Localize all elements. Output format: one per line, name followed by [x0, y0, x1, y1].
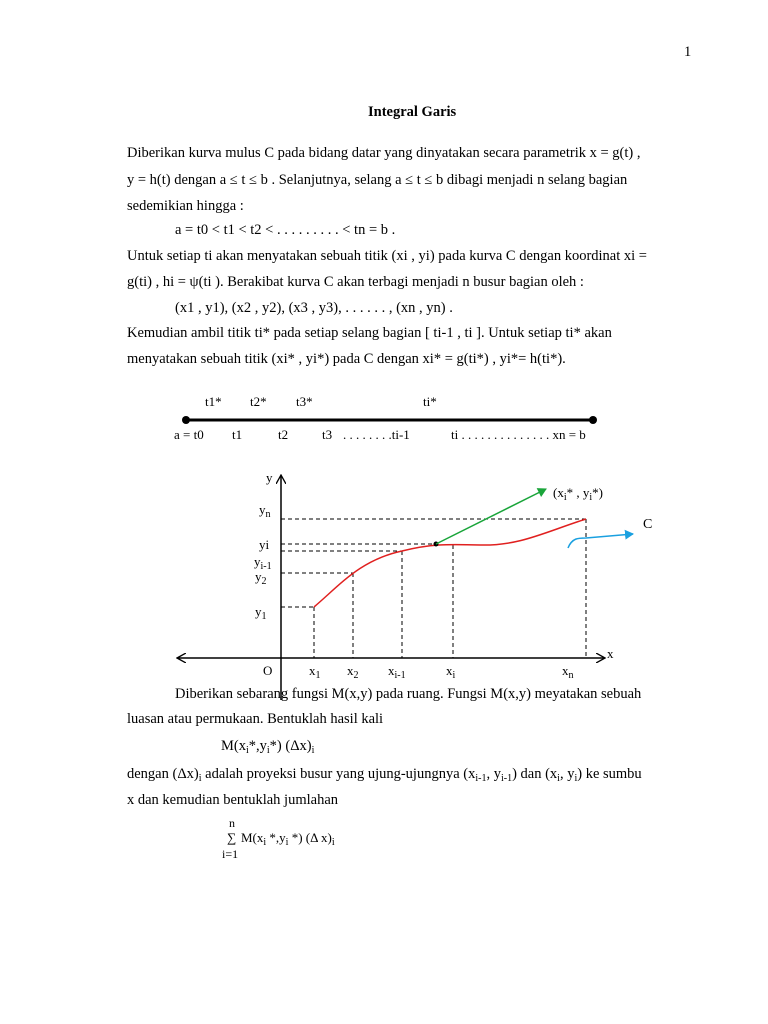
paragraph-5-line-1: dengan $(\Delta x)_i$ adalah proyeksi busur yang ujung-ujungnya ($x_{i-1}$, $y_{i-1}$) dan ($x_i$, $y_i$) ke sumbu	[127, 766, 642, 784]
sum-upper-limit: n	[229, 816, 235, 830]
sum-symbol: ∑	[227, 830, 237, 845]
paragraph-5-line-2: x dan kemudian bentuklah jumlahan	[127, 792, 339, 808]
y-label-yn: $y_n$	[259, 502, 271, 520]
paragraph-1-line-2: y = h(t) dengan a ≤ t ≤ b . Selanjutnya, selang a ≤ t ≤ b dibagi menjadi n selang bagian	[127, 172, 628, 188]
axis-x-label: x	[607, 646, 614, 661]
paragraph-4-line-2: luasan atau permukaan. Bentuklah hasil kali	[127, 711, 384, 727]
green-pointer-arrow	[436, 489, 546, 544]
product-formula: $M(x_i*,y_i*)$ $(\Delta x)_i$	[221, 738, 315, 756]
x-label-xi: $x_i$	[446, 663, 456, 681]
partition-formula: a = t0 < t1 < t2 < . . . . . . . . . < tn = b .	[175, 222, 396, 238]
paragraph-1-line-1: Diberikan kurva mulus C pada bidang datar yang dinyatakan secara parametrik x = g(t) ,	[127, 145, 641, 161]
paragraph-3-line-1: Kemudian ambil titik ti* pada setiap selang bagian [ ti-1 , ti ]. Untuk setiap ti* akan	[127, 325, 612, 341]
paragraph-4-line-1: Diberikan sebarang fungsi M(x,y) pada ruang. Fungsi M(x,y) meyatakan sebuah	[175, 686, 642, 702]
page-number: 1	[684, 44, 692, 60]
points-list: (x1 , y1), (x2 , y2), (x3 , y3), . . . . . . , (xn , yn) .	[175, 300, 453, 316]
point-label: ($x_i*$ , $y_i*$)	[553, 485, 603, 503]
number-line-label-t3-star: t3*	[296, 394, 313, 409]
number-line-label-ti-1: . . . . . . . .ti-1	[343, 427, 410, 442]
paragraph-2-line-1: Untuk setiap ti akan menyatakan sebuah titik (xi , yi) pada kurva C dengan koordinat xi =	[127, 248, 647, 264]
x-label-x2: $x_2$	[347, 663, 359, 681]
paragraph-3-line-2: menyatakan sebuah titik (xi* , yi*) pada C dengan xi* = g(ti*) , yi*= h(ti*).	[127, 351, 566, 367]
section-title: Integral Garis	[368, 104, 457, 120]
number-line-label-t2: t2	[278, 427, 289, 442]
sum-body: $M(x_i$ $*,y_i$ *) (Δ $x)_i$	[241, 830, 335, 848]
number-line-label-t1: t1	[232, 427, 243, 442]
number-line-label-ti-xn-b: ti . . . . . . . . . . . . . . xn = b	[451, 427, 586, 442]
paragraph-1-line-3: sedemikian hingga :	[127, 198, 244, 214]
x-label-xi-1: $x_{i-1}$	[388, 663, 406, 681]
number-line-label-t1-star: t1*	[205, 394, 222, 409]
x-label-xn: $x_n$	[562, 663, 574, 681]
axis-y-label: y	[266, 470, 273, 485]
curve-label-c: C	[643, 517, 653, 532]
y-label-yi-1: $y_{i-1}$	[254, 554, 272, 572]
y-label-y2: $y_2$	[255, 569, 267, 587]
y-label-yi: yi	[259, 537, 270, 552]
origin-label: O	[263, 663, 273, 678]
number-line-label-t2-star: t2*	[250, 394, 267, 409]
blue-pointer-arrow	[568, 534, 633, 548]
y-label-y1: $y_1$	[255, 604, 267, 622]
number-line-label-ti-star: ti*	[423, 394, 437, 409]
x-label-x1: $x_1$	[309, 663, 321, 681]
curve-c	[314, 519, 586, 607]
paragraph-2-line-2: g(ti) , hi = ψ(ti ). Berakibat kurva C akan terbagi menjadi n busur bagian oleh :	[127, 274, 584, 290]
number-line-label-t3: t3	[322, 427, 333, 442]
sum-lower-limit: i=1	[222, 847, 239, 861]
number-line-label-a-t0: a = t0	[174, 427, 204, 442]
